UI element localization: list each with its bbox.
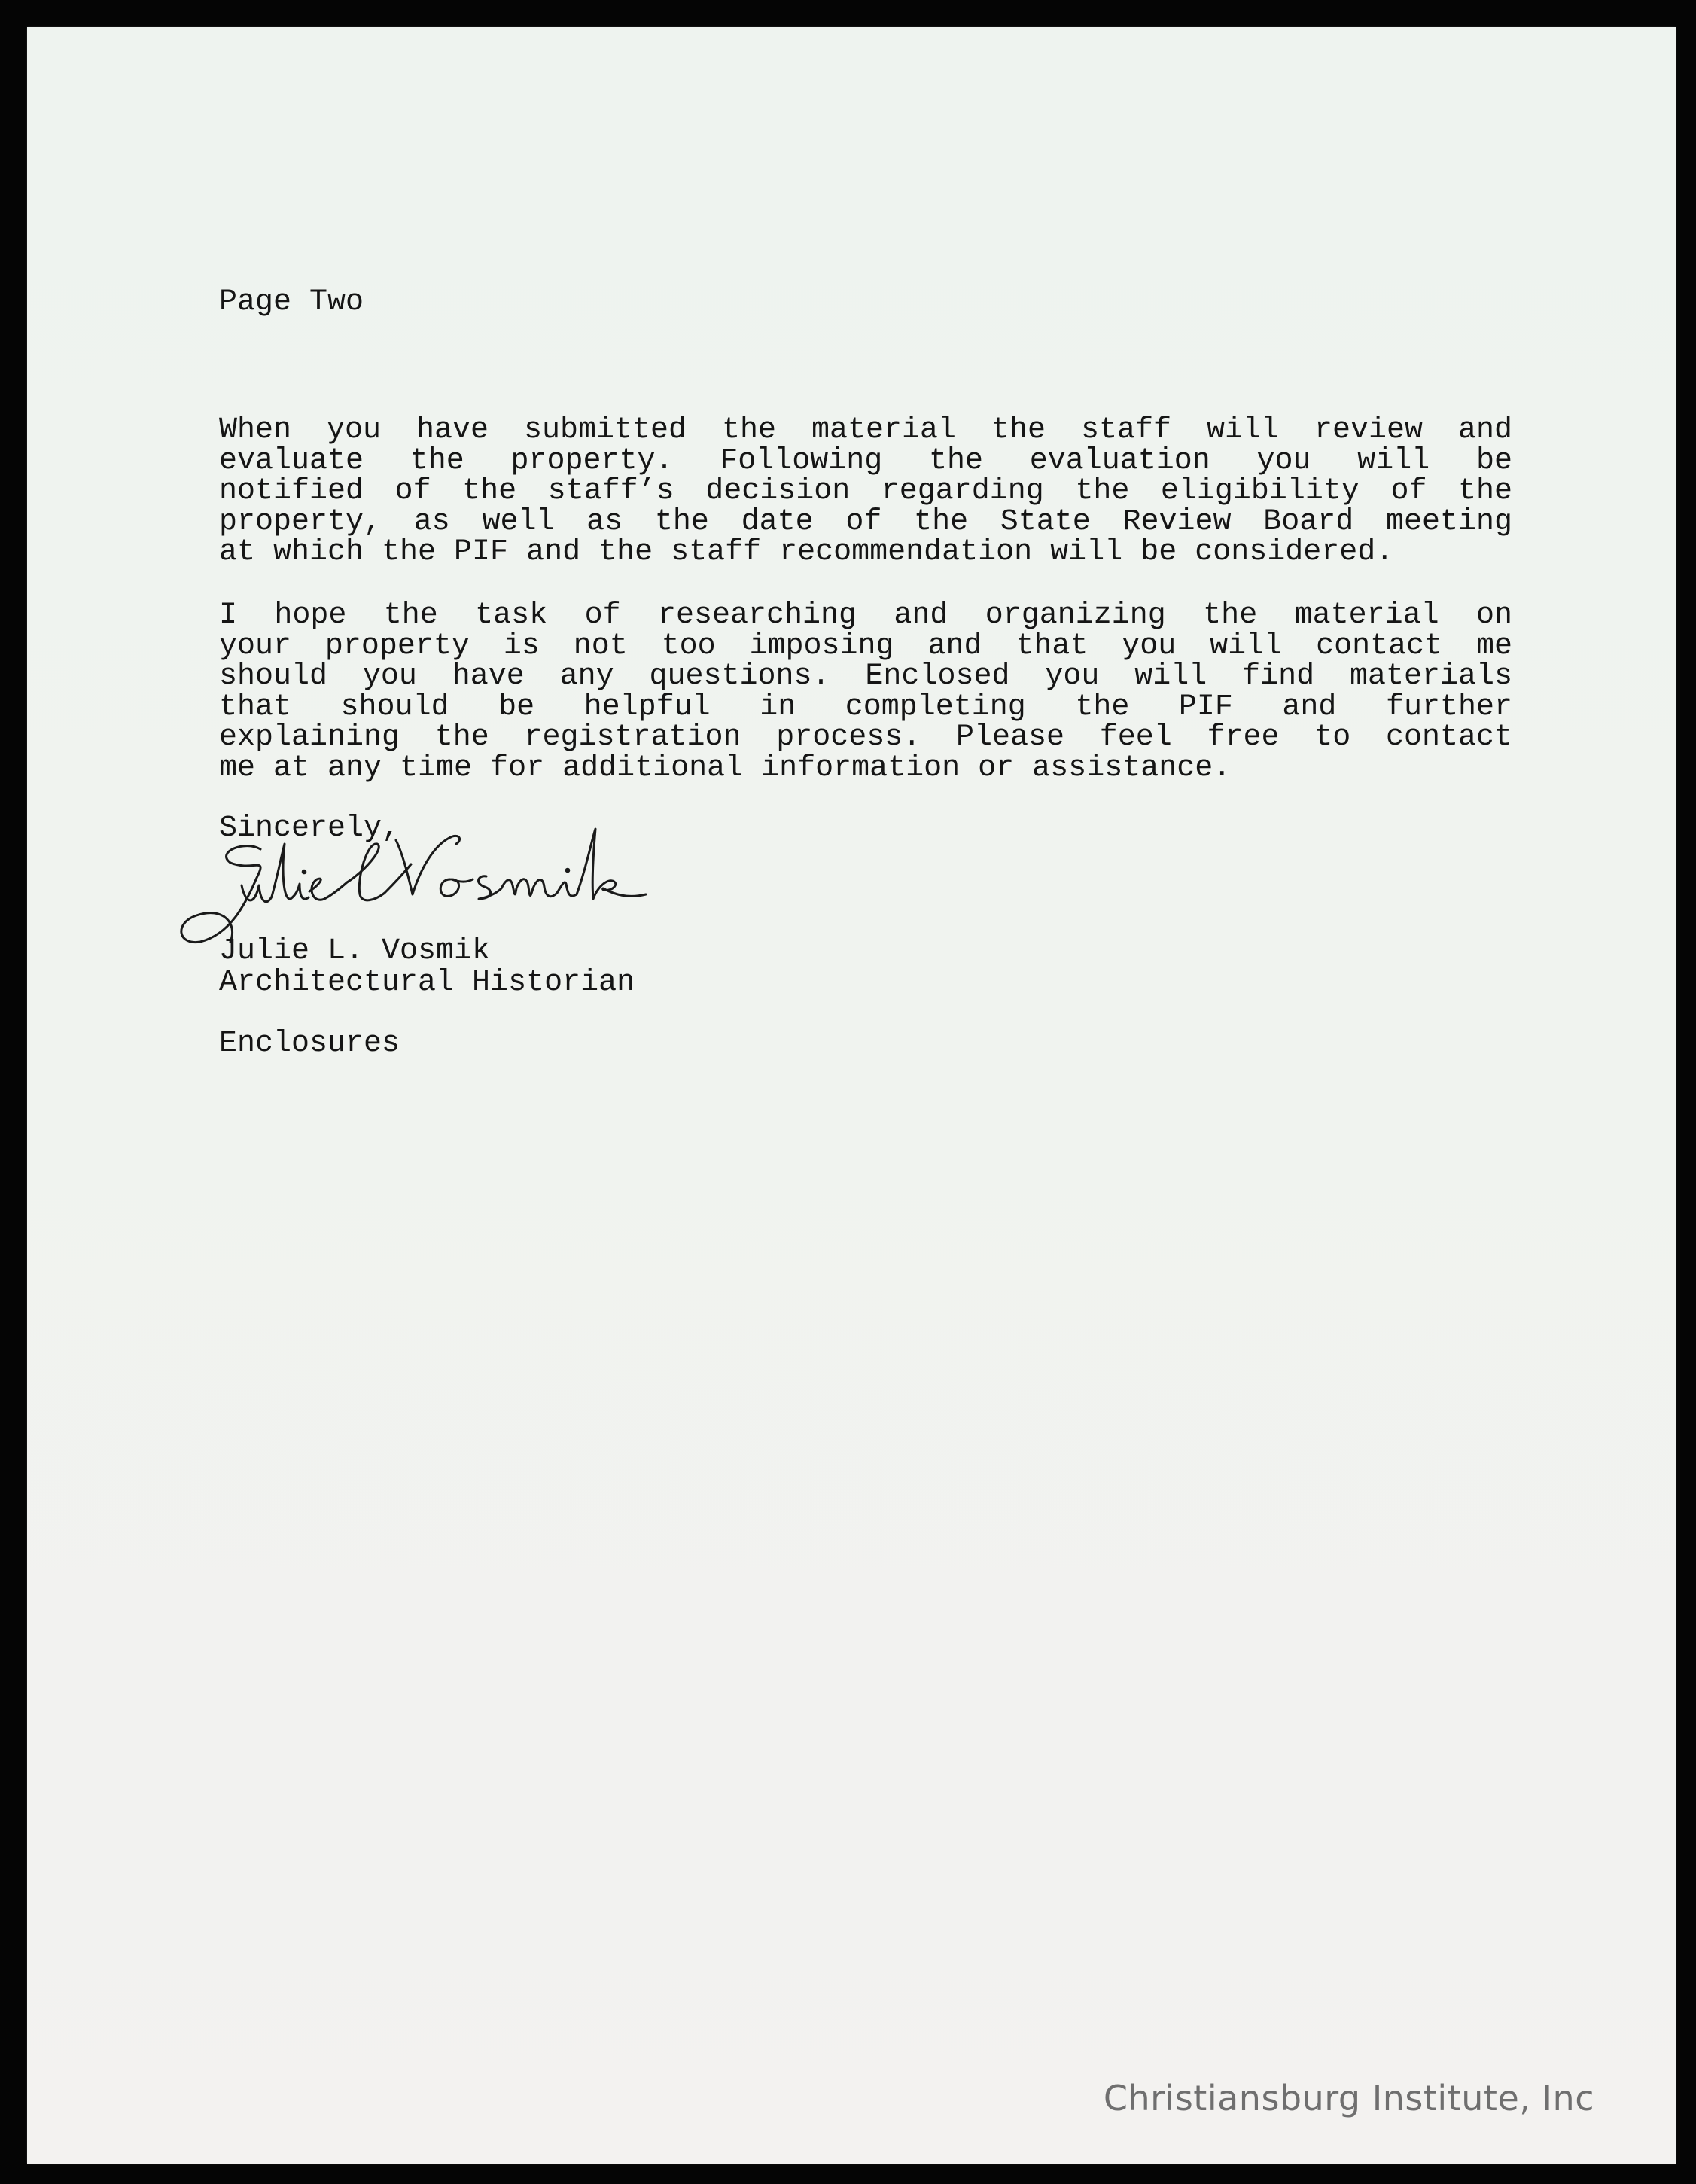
paragraph-2-line: I hope the task of researching and organizing the material on	[219, 599, 1512, 632]
paragraph-1-line: evaluate the property. Following the evaluation you will be	[219, 443, 1512, 478]
paragraph-1-line: property, as well as the date of the State Review Board meeting	[219, 504, 1512, 539]
paragraph-1-line: When you have submitted the material the staff will review and	[219, 413, 1512, 447]
paragraph-1-line: notified of the staff’s decision regarding the eligibility of the	[219, 474, 1512, 508]
paragraph-2-line: me at any time for additional information or assistance.	[219, 751, 1232, 785]
paragraph-1-line: at which the PIF and the staff recommendation will be considered.	[219, 535, 1394, 569]
enclosures-label: Enclosures	[219, 1027, 400, 1061]
closing: Sincerely,	[219, 812, 400, 845]
paragraph-2-line: should you have any questions. Enclosed you will find materials	[219, 659, 1512, 693]
paragraph-2-line: that should be helpful in completing the PIF and further	[219, 690, 1512, 724]
watermark: Christiansburg Institute, Inc	[1103, 2078, 1594, 2119]
paragraph-2-line: explaining the registration process. Please feel free to contact	[219, 720, 1512, 754]
paragraph-1	[219, 413, 1512, 569]
paragraph-2-line: your property is not too imposing and that you will contact me	[219, 629, 1512, 663]
letter-page	[27, 27, 1676, 2164]
paragraph-2	[219, 601, 1512, 784]
signer-name: Julie L. Vosmik	[219, 934, 491, 968]
page-heading: Page Two	[219, 285, 364, 319]
signer-title: Architectural Historian	[219, 966, 635, 1000]
